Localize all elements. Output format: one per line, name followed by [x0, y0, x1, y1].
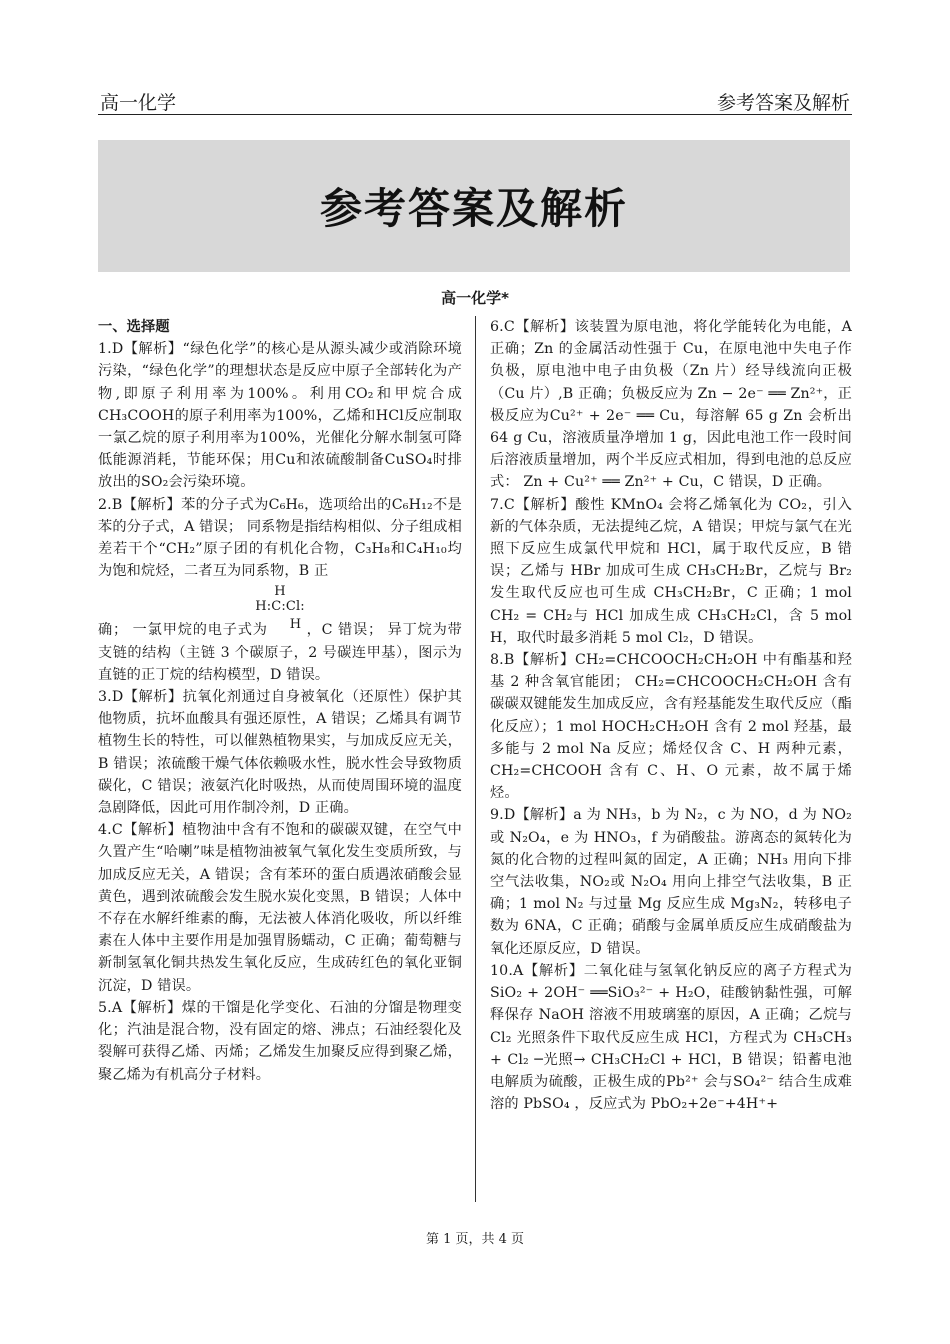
answer-7: 7.C【解析】酸性 KMnO₄ 会将乙烯氧化为 CO₂，引入新的气体杂质，无法提纯乙烷，A 错误；甲烷与氯气在光照下反应生成氯代甲烷和 HCl，属于取代反应，B 错误；乙烯与 HBr 加成可生成 CH₃CH₂Br，乙烷与 Br₂发生取代反应也可生成 CH₃CH₂Br，C 正确；1 mol CH₂ = CH₂与 HCl 加成生成 CH₃CH₂Cl，含 5 mol H，取代时最多消耗 5 mol Cl₂，D 错误。 — [490, 496, 852, 646]
header-doc-title: 参考答案及解析 — [716, 92, 850, 114]
right-column — [490, 316, 852, 1115]
header-rule — [98, 114, 852, 115]
electron-formula-middle: H:C:Cl: — [255, 599, 305, 615]
electron-formula-bottom: H — [289, 617, 302, 633]
answer-8: 8.B【解析】CH₂=CHCOOCH₂CH₂OH 中有酯基和羟基 2 种含氧官能团； CH₂=CHCOOCH₂CH₂OH 含有碳碳双键能发生加成反应，含有羟基能发生取代反应（酯化反应）；1 mol HOCH₂CH₂OH 含有 2 mol 羟基，最多能与 2 mol Na 反应；烯烃仅含 C、H 两种元素，CH₂=CHCOOH 含有 C、H、O 元素，故不属于烯烃。 — [490, 652, 852, 802]
electron-formula-top: H — [274, 584, 286, 600]
answer-5: 5.A【解析】煤的干馏是化学变化、石油的分馏是物理变化；汽油是混合物，没有固定的熔、沸点；石油经裂化及裂解可获得乙烯、丙烯；乙烯发生加聚反应得到聚乙烯，聚乙烯为有机高分子材料。 — [98, 999, 462, 1083]
answer-2: 2.B【解析】苯的分子式为C₆H₆，选项给出的C₆H₁₂不是苯的分子式，A 错误； 同系物是指结构相似、分子组成相差若干个“CH₂”原子团的有机化合物，C₃H₈和C₄H₁₀均为饱和烷烃，二者互为同系物，B 正 — [98, 496, 462, 580]
answer-6: 6.C【解析】该装置为原电池，将化学能转化为电能，A 正确；Zn 的金属活动性强于 Cu，在原电池中失电子作负极，原电池中电子由负极（Zn 片）经导线流向正极（Cu 片）,B 正确；负极反应为 Zn − 2e⁻ ══ Zn²⁺，正极反应为Cu²⁺ + 2e⁻ ══ Cu，每溶解 65 g Zn 会析出 64 g Cu，溶液质量净增加 1 g，因此电池工作一段时间后溶液质量增加，两个半反应式相加，得到电池的总反应式： Zn + Cu²⁺ ══ Zn²⁺ + Cu，C 错误，D 正确。 — [490, 319, 852, 491]
answer-3: 3.D【解析】抗氧化剂通过自身被氧化（还原性）保护其他物质，抗坏血酸具有强还原性，A 错误；乙烯具有调节植物生长的特性，可以催熟植物果实，与加成反应无关，B 错误；浓硫酸干燥气体依赖吸水性，脱水性会导致物质碳化，C 错误；液氨汽化时吸热，从而使周围环境的温度急剧降低，因此可用作制冷剂，D 正确。 — [98, 689, 462, 817]
electron-formula — [98, 584, 462, 614]
answer-2-continued: 确； 一氯甲烷的电子式为 H ，C 错误； 异丁烷为带支链的结构（主链 3 个碳原子，2 号碳连甲基），图示为直链的正丁烷的结构模型，D 错误。 — [98, 614, 462, 686]
answer-10: 10.A【解析】二氧化硅与氢氧化钠反应的离子方程式为SiO₂ + 2OH⁻ ══SiO₃²⁻ + H₂O，硅酸钠黏性强，可解释保存 NaOH 溶液不用玻璃塞的原因，A 正确；乙烷与 Cl₂ 光照条件下取代反应生成 HCl，方程式为 CH₃CH₃ + Cl₂ ─光照→ CH₃CH₂Cl + HCl，B 错误；铅蓄电池电解质为硫酸，正极生成的Pb²⁺ 会与SO₄²⁻ 结合生成难溶的 PbSO₄ ，反应式为 PbO₂+2e⁻+4H⁺+ — [490, 962, 852, 1113]
subject-heading: 高一化学* — [441, 289, 509, 307]
header-subject: 高一化学 — [100, 92, 177, 114]
answer-1: 1.D【解析】“绿色化学”的核心是从源头减少或消除环境污染，“绿色化学”的理想状态是反应中原子全部转化为产物,即原子利用率为100%。利用CO₂和甲烷合成CH₃COOH的原子利用率为100%，乙烯和HCl反应制取一氯乙烷的原子利用率为100%，光催化分解水制氢可降低能源消耗，节能环保；用Cu和浓硫酸制备CuSO₄时排放出的SO₂会污染环境。 — [98, 341, 462, 491]
title-banner — [98, 140, 850, 272]
page-title: 参考答案及解析 — [319, 184, 628, 233]
answer-4: 4.C【解析】植物油中含有不饱和的碳碳双键，在空气中久置产生“哈喇”味是植物油被氧气氧化发生变质所致，与加成反应无关，A 错误；含有苯环的蛋白质遇浓硝酸会显黄色，遇到浓硫酸会发生脱水炭化变黑，B 错误；人体中不存在水解纤维素的酶，无法被人体消化吸收，所以纤维素在人体中主要作用是加强胃肠蠕动，C 正确；葡萄糖与新制氢氧化铜共热发生氧化反应，生成砖红色的氧化亚铜沉淀，D 错误。 — [98, 822, 462, 994]
section-title: 一、选择题 — [98, 319, 170, 335]
answer-9: 9.D【解析】a 为 NH₃，b 为 N₂，c 为 NO，d 为 NO₂ 或 N₂O₄，e 为 HNO₃，f 为硝酸盐。游离态的氮转化为氮的化合物的过程叫氮的固定，A 正确；NH₃ 用向下排空气法收集，NO₂或 N₂O₄ 用向上排空气法收集，B 正确；1 mol N₂ 与过量 Mg 反应生成 Mg₃N₂，转移电子数为 6NA，C 正确；硝酸与金属单质反应生成硝酸盐为氧化还原反应，D 错误。 — [490, 807, 852, 957]
left-column — [98, 316, 462, 1086]
column-divider — [475, 316, 476, 1202]
page-number: 第 1 页，共 4 页 — [425, 1232, 525, 1247]
